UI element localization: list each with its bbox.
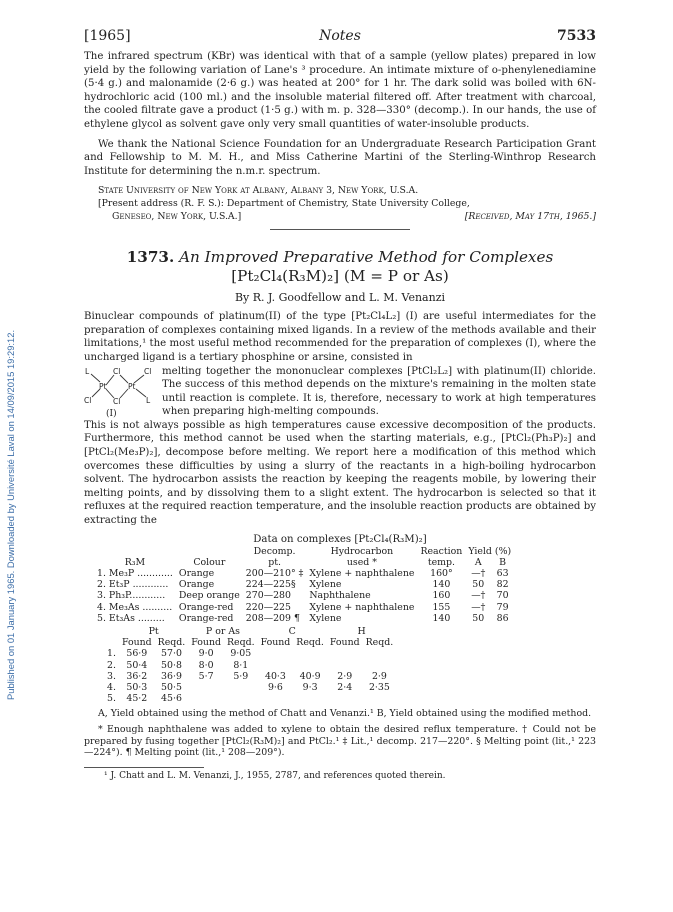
sub-found: Found bbox=[121, 637, 152, 649]
header-hydrocarbon: Hydrocarbon bbox=[330, 545, 394, 557]
cell-c-reqd bbox=[293, 693, 327, 704]
address-line-2: [Present address (R. F. S.): Department of Chemistry, State University College, bbox=[98, 197, 470, 209]
paragraph-infrared: The infrared spectrum (KBr) was identical with that of a sample (yellow plates) prepared in low yield by the following variation of Lane's ³ procedure. An intimate mixture of o-phenylenediamine (5·4 g.) and malonamide (2·6 g.) was heated at 200° for 1 hr. The dark solid was boiled with 6N-hydrochloric acid (100 ml.) and the insoluble material filtered off. After treatment with charcoal, the cooled filtrate gave a product (1·5 g.) with m. p. 328—330° (decomp.). In our hands, the use of ethylene glycol as solvent gave only very small quantities of water-insoluble products. bbox=[84, 51, 596, 130]
cell-c-found: 40·3 bbox=[265, 670, 286, 682]
table-row bbox=[94, 602, 514, 613]
binuclear-structure-drawing bbox=[84, 365, 162, 419]
cell-p-found: 9·0 bbox=[198, 648, 214, 660]
cell-hydrocarbon: Naphthalene bbox=[309, 590, 371, 602]
header-reaction: Reaction bbox=[420, 545, 463, 557]
cell-p-found bbox=[188, 682, 224, 693]
cell-h-found bbox=[327, 648, 363, 659]
cell-c-reqd bbox=[293, 660, 327, 671]
header-yield-b: B bbox=[499, 556, 507, 568]
header-decomp-pt: pt. bbox=[268, 556, 281, 568]
chlorine-terminal-top: Cl bbox=[144, 366, 152, 376]
cell-r3m: 2. Et₃P ............ bbox=[97, 579, 169, 591]
section-divider bbox=[270, 229, 410, 230]
cell-h-reqd bbox=[363, 660, 397, 671]
paragraph-introduction: Binuclear compounds of platinum(II) of the type [Pt₂Cl₄L₂] (I) are useful intermediates for the preparation of complexes containing mixed ligands. In a review of the methods available and their limitations,¹ the most useful method recommended for the preparation of complexes (I), where the uncharged ligand is a tertiary phosphine or arsine, consisted in bbox=[84, 311, 596, 363]
publication-side-note: Published on 01 January 1965. Downloaded by Université Laval on 14/09/2015 19:29:12. bbox=[5, 329, 16, 701]
article-title-line-1: An Improved Preparative Method for Complexes bbox=[179, 248, 554, 267]
cell-yield-a: 50 bbox=[472, 612, 485, 624]
table-row bbox=[104, 671, 396, 682]
structure-figure-row bbox=[84, 365, 596, 419]
cell-r3m: 1. Me₃P ............ bbox=[97, 568, 173, 580]
table-note-yield: A, Yield obtained using the method of Chatt and Venanzi.¹ B, Yield obtained using the modified method. bbox=[98, 708, 592, 720]
cell-c-found bbox=[258, 660, 294, 671]
paragraph-beside-figure: melting together the mononuclear complexes [PtCl₂L₂] with platinum(II) chloride. The success of this method depends on the mixture's remaining in the molten state until reaction is complete. It is, therefore, necessary to work at high temperatures when preparing high-melting compounds. bbox=[162, 365, 596, 418]
header-colour: Colour bbox=[193, 556, 226, 568]
chlorine-bridge-top: Cl bbox=[113, 366, 121, 376]
cell-h-reqd: 2·35 bbox=[368, 682, 390, 694]
cell-p-found: 5·7 bbox=[198, 670, 214, 682]
cell-hydrocarbon: Xylene + naphthalene bbox=[309, 568, 415, 580]
cell-h-found bbox=[327, 693, 363, 704]
cell-decomp: 220—225 bbox=[245, 601, 291, 613]
sub-found: Found bbox=[191, 637, 221, 649]
cell-r3m: 4. Me₃As .......... bbox=[97, 601, 173, 613]
chlorine-bridge-bottom: Cl bbox=[113, 396, 121, 406]
cell-c-reqd bbox=[293, 648, 327, 659]
cell-p-reqd: 5·9 bbox=[233, 670, 249, 682]
footnote-rule bbox=[84, 767, 204, 768]
cell-pt-found: 50·3 bbox=[126, 682, 148, 694]
analysis-data-table bbox=[104, 626, 396, 704]
cell-yield-b: 86 bbox=[496, 612, 509, 624]
received-date: [Received, May 17th, 1965.] bbox=[464, 210, 596, 222]
cell-colour: Orange bbox=[178, 568, 215, 580]
table-row bbox=[104, 693, 396, 704]
table-row bbox=[94, 568, 514, 579]
group-c: C bbox=[288, 626, 296, 638]
cell-yield-b: 63 bbox=[496, 568, 509, 580]
cell-decomp: 208—209 ¶ bbox=[245, 612, 300, 624]
cell-yield-a: 50 bbox=[472, 579, 485, 591]
cell-temp: 160° bbox=[430, 568, 453, 580]
header-yield-a: A bbox=[474, 556, 482, 568]
table-notes bbox=[84, 708, 596, 758]
cell-temp: 140 bbox=[432, 612, 451, 624]
cell-pt-found: 45·2 bbox=[126, 693, 148, 705]
table-caption: Data on complexes [Pt₂Cl₄(R₃M)₂] bbox=[253, 533, 427, 545]
pt-atom-right: Pt bbox=[128, 381, 136, 391]
cell-pt-reqd: 36·9 bbox=[161, 670, 182, 682]
article-authors: By R. J. Goodfellow and L. M. Venanzi bbox=[234, 291, 446, 305]
author-address bbox=[84, 185, 596, 223]
sub-found: Found bbox=[260, 637, 291, 649]
cell-h-reqd: 2·9 bbox=[371, 670, 387, 682]
table-row bbox=[104, 648, 396, 659]
cell-pt-found: 36·2 bbox=[126, 670, 148, 682]
article-title-line-2: [Pt₂Cl₄(R₃M)₂] (M = P or As) bbox=[231, 267, 449, 286]
cell-hydrocarbon: Xylene bbox=[309, 579, 342, 591]
cell-p-found bbox=[188, 693, 224, 704]
cell-colour: Orange-red bbox=[178, 612, 234, 624]
running-header bbox=[84, 28, 596, 50]
article-title bbox=[84, 248, 596, 286]
header-yield: Yield (%) bbox=[468, 545, 512, 557]
cell-yield-b: 70 bbox=[496, 590, 509, 602]
cell-temp: 155 bbox=[432, 601, 451, 613]
row-number: 4. bbox=[107, 682, 116, 694]
group-p-or-as: P or As bbox=[205, 626, 240, 638]
cell-p-reqd bbox=[224, 693, 258, 704]
header-reaction-temp: temp. bbox=[427, 556, 455, 568]
header-hydrocarbon-used: used * bbox=[346, 556, 377, 568]
journal-page bbox=[84, 28, 596, 782]
cell-h-found: 2·4 bbox=[337, 682, 353, 694]
cell-pt-reqd: 57·0 bbox=[161, 648, 182, 660]
cell-c-reqd: 9·3 bbox=[302, 682, 318, 694]
address-line-3: Geneseo, New York, U.S.A.] [Received, May 17th, 1965.] bbox=[112, 210, 596, 222]
paragraph-acknowledgement: We thank the National Science Foundation for an Undergraduate Research Participation Grant and Fellowship to M. M. H., and Miss Catherine Martini of the Sterling-Winthrop Research Institute for determining the n.m.r. spectrum. bbox=[84, 138, 596, 177]
cell-temp: 140 bbox=[432, 579, 451, 591]
complexes-data-table bbox=[94, 546, 514, 624]
cell-h-found: 2·9 bbox=[337, 670, 353, 682]
cell-c-reqd: 40·9 bbox=[299, 670, 321, 682]
cell-pt-reqd: 45·6 bbox=[161, 693, 182, 705]
sub-found: Found bbox=[329, 637, 360, 649]
table-note-footnotes: * Enough naphthalene was added to xylene to obtain the desired reflux temperature. † Could not be prepared by fusing together [PtCl₂(R₃M)₂] and PtCl₂.¹ ‡ Lit.,¹ decomp. 217—220°. § Melting point (lit.,¹ 223—224°). ¶ Melting point (lit.,¹ 208—209°). bbox=[84, 724, 596, 759]
analysis-sub-header-row bbox=[104, 637, 396, 648]
cell-colour: Orange bbox=[178, 579, 215, 591]
cell-p-reqd: 9·05 bbox=[230, 648, 252, 660]
header-decomp: Decomp. bbox=[253, 545, 296, 557]
cell-c-found bbox=[258, 648, 294, 659]
cell-r3m: 5. Et₃As ......... bbox=[97, 612, 165, 624]
table-row bbox=[94, 579, 514, 590]
cell-hydrocarbon: Xylene bbox=[309, 612, 342, 624]
table-row bbox=[94, 613, 514, 624]
cell-colour: Orange-red bbox=[178, 601, 234, 613]
sub-reqd: Reqd. bbox=[157, 637, 186, 649]
cell-decomp: 200—210° ‡ bbox=[245, 568, 304, 580]
cell-decomp: 224—225§ bbox=[245, 579, 296, 591]
article-number: 1373. bbox=[126, 248, 175, 267]
row-number: 2. bbox=[107, 659, 116, 671]
cell-pt-reqd: 50·8 bbox=[161, 659, 182, 671]
cell-p-reqd: 8·1 bbox=[233, 659, 249, 671]
cell-yield-a: —† bbox=[471, 568, 486, 580]
cell-c-found: 9·6 bbox=[267, 682, 283, 694]
footnote-reference: ¹ J. Chatt and L. M. Venanzi, J., 1955, 2787, and references quoted therein. bbox=[104, 770, 446, 781]
cell-r3m: 3. Ph₃P............ bbox=[97, 590, 166, 602]
table-row bbox=[104, 682, 396, 693]
cell-hydrocarbon: Xylene + naphthalene bbox=[309, 601, 415, 613]
cell-yield-b: 79 bbox=[496, 601, 509, 613]
cell-h-reqd bbox=[363, 693, 397, 704]
ligand-l-top: L bbox=[85, 366, 90, 376]
cell-p-found: 8·0 bbox=[198, 659, 214, 671]
header-r3m: R₃M bbox=[124, 556, 146, 568]
pt-atom-left: Pt bbox=[99, 381, 107, 391]
cell-c-found bbox=[258, 693, 294, 704]
sub-reqd: Reqd. bbox=[296, 637, 324, 649]
chlorine-terminal-bottom: Cl bbox=[84, 395, 92, 405]
sub-reqd: Reqd. bbox=[365, 637, 394, 649]
structure-label: (I) bbox=[106, 408, 117, 419]
cell-temp: 160 bbox=[432, 590, 451, 602]
address-line-1: State University of New York at Albany, Albany 3, New York, U.S.A. bbox=[98, 185, 419, 197]
structure-diagram bbox=[84, 365, 162, 419]
cell-yield-a: —† bbox=[471, 590, 486, 602]
group-h: H bbox=[357, 626, 366, 638]
row-number: 3. bbox=[107, 670, 116, 682]
ligand-l-bottom: L bbox=[146, 395, 151, 405]
cell-pt-found: 56·9 bbox=[126, 648, 148, 660]
analysis-group-header-row bbox=[104, 626, 396, 637]
header-page-number: 7533 bbox=[557, 28, 596, 44]
sub-reqd: Reqd. bbox=[226, 637, 255, 649]
header-year: [1965] bbox=[84, 28, 131, 44]
table-header-row bbox=[94, 557, 514, 568]
cell-pt-found: 50·4 bbox=[126, 659, 148, 671]
cell-h-reqd bbox=[363, 648, 397, 659]
header-section: Notes bbox=[319, 28, 361, 44]
cell-decomp: 270—280 bbox=[245, 590, 291, 602]
cell-p-reqd bbox=[224, 682, 258, 693]
table-row bbox=[94, 590, 514, 601]
row-number: 5. bbox=[107, 693, 116, 705]
row-number: 1. bbox=[107, 648, 116, 660]
cell-h-found bbox=[327, 660, 363, 671]
cell-pt-reqd: 50·5 bbox=[161, 682, 182, 694]
table-header-row bbox=[94, 546, 514, 557]
table-row bbox=[104, 660, 396, 671]
paragraph-continuation: This is not always possible as high temperatures cause excessive decomposition of the products. Furthermore, this method cannot be used when the starting materials, e.g., [PtCl₂(Ph₃P)₂] and [PtCl₂(Me₃P)₂], decompose before melting. We report here a modification of this method which overcomes these difficulties by using a slurry of the reactants in a high-boiling hydrocarbon solvent. The hydrocarbon assists the reaction by keeping the reagents mobile, by lowering their melting points, and by dissolving them to a slight extent. The hydrocarbon is selected so that it refluxes at the required reaction temperature, and the insoluble reaction products are obtained by extracting the bbox=[84, 419, 596, 527]
cell-yield-b: 82 bbox=[496, 579, 509, 591]
cell-colour: Deep orange bbox=[178, 590, 240, 602]
group-pt: Pt bbox=[148, 626, 159, 638]
cell-yield-a: —† bbox=[471, 601, 486, 613]
